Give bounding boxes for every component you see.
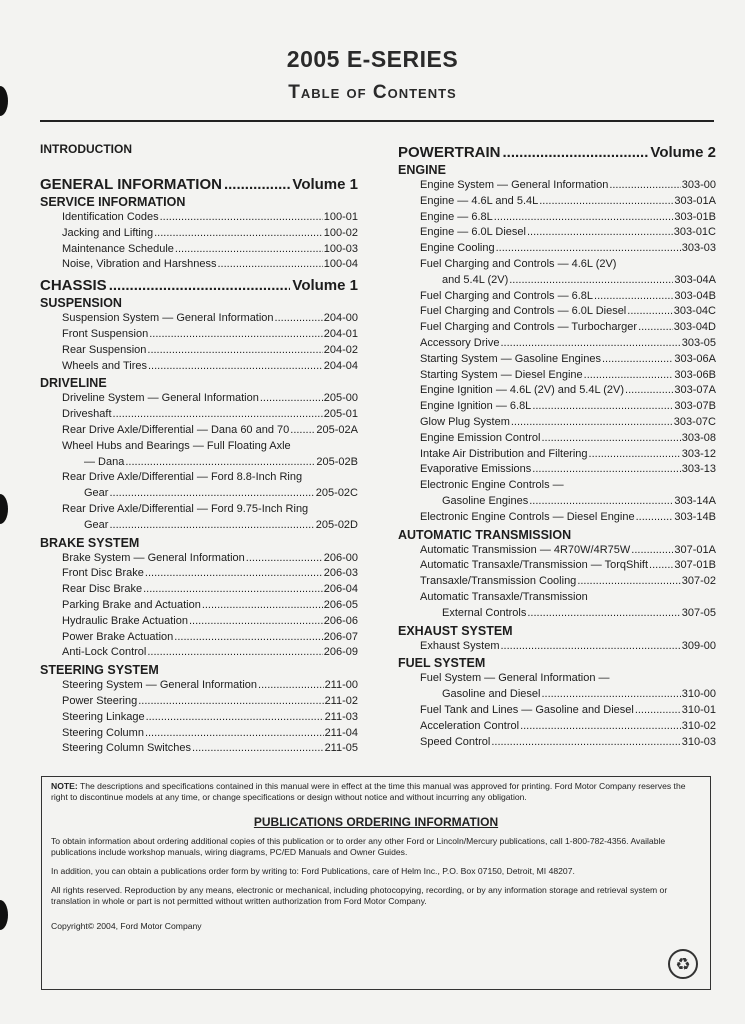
entry-page: 211-04 xyxy=(324,726,358,739)
leader-dots xyxy=(275,311,323,327)
brake-list xyxy=(40,551,358,662)
leader-dots xyxy=(532,462,680,478)
leader-dots xyxy=(109,277,291,294)
entry-page: 307-05 xyxy=(681,606,716,619)
entry-label: Electronic Engine Controls — Diesel Engine xyxy=(420,510,635,523)
entry-label: Engine Emission Control xyxy=(420,431,541,444)
binder-hole-bottom xyxy=(0,900,8,930)
toc-entry[interactable] xyxy=(40,614,358,630)
entry-label: Engine Cooling xyxy=(420,242,495,255)
entry-label: Jacking and Lifting xyxy=(62,226,154,239)
section-steering-system[interactable]: STEERING SYSTEM xyxy=(40,663,159,678)
toc-entry[interactable] xyxy=(40,455,358,471)
entry-label: Brake System — General Information xyxy=(62,551,245,564)
toc-entry[interactable] xyxy=(40,694,358,710)
entry-page: 205-02D xyxy=(315,518,358,531)
driveline-multi-list xyxy=(40,439,358,534)
leader-dots xyxy=(125,455,315,471)
leader-dots xyxy=(145,566,323,582)
leader-dots xyxy=(636,510,674,526)
toc-entry[interactable] xyxy=(398,273,716,289)
leader-dots xyxy=(174,630,322,646)
leader-dots xyxy=(520,719,681,735)
toc-entry[interactable] xyxy=(40,391,358,407)
rights-paragraph: All rights reserved. Reproduction by any means, electronic or mechanical, including photocopying, recording, or by any information storage and retrieval system or translation in whole or part is not permitted without written authorization from Ford Motor Company. xyxy=(51,885,668,906)
entry-page: 310-01 xyxy=(681,703,716,716)
toc-entry[interactable] xyxy=(398,719,716,735)
leader-dots xyxy=(532,399,673,415)
leader-dots xyxy=(500,639,680,655)
leader-dots xyxy=(189,614,323,630)
entry-page: 303-06B xyxy=(674,368,716,381)
entry-page: 206-07 xyxy=(323,630,358,643)
entry-page: 211-03 xyxy=(324,710,358,723)
entry-label: Noise, Vibration and Harshness xyxy=(62,258,217,271)
entry-label-line1: Automatic Transaxle/Transmission xyxy=(420,590,588,603)
toc-entry[interactable] xyxy=(398,543,716,559)
page-title: 2005 E-SERIES xyxy=(286,46,459,72)
leader-dots xyxy=(496,241,681,257)
toc-entry-multiline[interactable] xyxy=(398,478,716,510)
leader-dots xyxy=(246,551,323,567)
group-name: CHASSIS xyxy=(40,277,107,295)
entry-label: Evaporative Emissions xyxy=(420,463,532,476)
leader-dots xyxy=(202,598,323,614)
entry-label: Anti-Lock Control xyxy=(62,646,147,659)
leader-dots xyxy=(260,391,323,407)
leader-dots xyxy=(143,582,323,598)
exhaust-list xyxy=(398,639,716,655)
leader-dots xyxy=(625,383,673,399)
entry-label: Power Steering xyxy=(62,694,138,707)
toc-entry[interactable] xyxy=(40,486,358,502)
entry-page: 303-01C xyxy=(673,226,716,239)
fuel-multi xyxy=(398,671,716,703)
auto-trans-list xyxy=(398,543,716,590)
notice-box xyxy=(41,776,711,990)
copyright-text: Copyright© 2004, Ford Motor Company xyxy=(51,921,202,931)
toc-entry-multiline[interactable] xyxy=(40,502,358,534)
entry-page: 204-04 xyxy=(323,359,358,372)
toc-entry[interactable] xyxy=(40,630,358,646)
toc-entry[interactable] xyxy=(398,735,716,751)
entry-page: 303-04B xyxy=(674,289,716,302)
leader-dots xyxy=(627,304,673,320)
toc-entry-multiline[interactable] xyxy=(40,470,358,502)
entry-page: 205-02A xyxy=(316,423,358,436)
group-name: GENERAL INFORMATION xyxy=(40,176,222,193)
entry-page: 205-02C xyxy=(315,487,358,500)
entry-page: 205-01 xyxy=(323,408,358,421)
entry-label: Driveshaft xyxy=(62,408,112,421)
entry-label: Intake Air Distribution and Filtering xyxy=(420,447,588,460)
entry-page: 303-01A xyxy=(674,194,716,207)
entry-label: Glow Plug System xyxy=(420,415,510,428)
entry-page: 100-01 xyxy=(323,211,358,223)
entry-label: Rear Disc Brake xyxy=(62,583,143,596)
toc-entry[interactable] xyxy=(40,741,358,757)
toc-entry[interactable] xyxy=(398,368,716,384)
entry-label: and 5.4L (2V) xyxy=(442,273,509,286)
suspension-list xyxy=(40,311,358,374)
entry-page: 206-05 xyxy=(323,598,358,611)
leader-dots xyxy=(609,178,680,194)
entry-label: Starting System — Diesel Engine xyxy=(420,368,583,381)
leader-dots xyxy=(635,703,681,719)
entry-label: Engine — 6.0L Diesel xyxy=(420,226,526,239)
binder-hole-middle xyxy=(0,494,8,524)
toc-entry[interactable] xyxy=(398,225,716,241)
entry-page: 303-08 xyxy=(681,431,716,444)
entry-label: Gasoline Engines xyxy=(442,494,529,507)
toc-entry[interactable] xyxy=(40,551,358,567)
right-column xyxy=(398,138,716,750)
toc-entry[interactable] xyxy=(398,289,716,305)
publications-paragraph-2: In addition, you can obtain a publications order form by writing to: Ford Publications, care of Helm Inc., P.O. Box 07150, Detroit, MI 48207. xyxy=(51,866,575,876)
entry-page: 303-04A xyxy=(674,273,716,286)
entry-label: Steering Linkage xyxy=(62,710,145,723)
leader-dots xyxy=(509,273,673,289)
engine-multi-b xyxy=(398,478,716,510)
entry-label: Automatic Transaxle/Transmission — TorqShift xyxy=(420,559,649,572)
toc-entry[interactable] xyxy=(40,566,358,582)
section-engine[interactable]: ENGINE xyxy=(398,163,446,177)
section-exhaust-system[interactable]: EXHAUST SYSTEM xyxy=(398,623,513,638)
toc-entry[interactable] xyxy=(398,415,716,431)
group-volume: Volume 1 xyxy=(292,277,358,295)
recycle-icon: ♻ xyxy=(668,949,698,979)
leader-dots xyxy=(602,352,673,368)
entry-label: Engine — 4.6L and 5.4L xyxy=(420,194,539,207)
entry-label: Power Brake Actuation xyxy=(62,630,174,643)
entry-page: 205-02B xyxy=(316,455,358,468)
engine-list-c xyxy=(398,510,716,526)
entry-page: 303-07B xyxy=(674,400,716,413)
leader-dots xyxy=(511,415,673,431)
header-rule xyxy=(40,120,714,122)
leader-dots xyxy=(638,320,673,336)
entry-page: 206-00 xyxy=(323,551,358,564)
entry-label: Steering Column xyxy=(62,726,144,739)
entry-page: 100-04 xyxy=(323,258,358,271)
entry-label: Engine — 6.8L xyxy=(420,210,493,223)
leader-dots xyxy=(109,486,314,502)
leader-dots xyxy=(154,226,323,242)
toc-entry[interactable] xyxy=(40,311,358,327)
leader-dots xyxy=(145,726,324,742)
toc-entry[interactable] xyxy=(40,518,358,534)
leader-dots xyxy=(175,242,323,258)
leader-dots xyxy=(147,645,322,661)
leader-dots xyxy=(290,423,315,439)
entry-label-line1: Fuel Charging and Controls — 4.6L (2V) xyxy=(420,257,617,270)
leader-dots xyxy=(541,431,680,447)
entry-page: 303-01B xyxy=(674,210,716,223)
note-text: The descriptions and specifications contained in this manual were in effect at the time this manual was approved for printing. Ford Motor Company reserves the right to discontinue models at any time, or change specifications or design without notice and without incurring any obligation. xyxy=(51,781,686,802)
engine-list-a xyxy=(398,178,716,257)
toc-entry[interactable] xyxy=(398,383,716,399)
entry-page: 310-02 xyxy=(681,719,716,732)
entry-label: — Dana xyxy=(84,455,125,468)
entry-page: 303-05 xyxy=(681,336,716,349)
entry-label: Rear Drive Axle/Differential — Dana 60 and 70 xyxy=(62,423,290,436)
entry-page: 303-13 xyxy=(681,463,716,476)
toc-entry[interactable] xyxy=(398,574,716,590)
publications-paragraph-1: To obtain information about ordering additional copies of this publication or to order any other Ford or Lincoln/Mercury publications, call 1-800-782-4356. Available publications include workshop manuals, wiring diagrams, PC/ED Manuals and Owner Guides. xyxy=(51,836,666,857)
toc-entry[interactable] xyxy=(40,423,358,439)
toc-entry[interactable] xyxy=(40,598,358,614)
leader-dots xyxy=(146,710,324,726)
leader-dots xyxy=(258,678,324,694)
entry-page: 310-00 xyxy=(681,688,716,701)
entry-label: Maintenance Schedule xyxy=(62,242,174,255)
entry-page: 211-05 xyxy=(324,742,358,755)
toc-entry[interactable] xyxy=(398,494,716,510)
entry-page: 303-04D xyxy=(673,321,716,334)
toc-entry[interactable] xyxy=(40,210,358,226)
entry-page: 100-02 xyxy=(323,226,358,239)
toc-entry[interactable] xyxy=(398,606,716,622)
entry-page: 303-07A xyxy=(674,384,716,397)
entry-label: Wheels and Tires xyxy=(62,359,147,372)
note-label: NOTE: xyxy=(51,781,78,791)
left-column xyxy=(40,138,358,757)
entry-page: 205-00 xyxy=(323,392,358,405)
toc-entry[interactable] xyxy=(40,710,358,726)
leader-dots xyxy=(527,225,673,241)
leader-dots xyxy=(541,687,680,703)
toc-entry[interactable] xyxy=(398,431,716,447)
group-volume: Volume 1 xyxy=(292,176,358,193)
toc-entry[interactable] xyxy=(398,178,716,194)
toc-entry[interactable] xyxy=(398,703,716,719)
entry-label: Exhaust System xyxy=(420,639,500,652)
leader-dots xyxy=(109,518,314,534)
toc-entry[interactable] xyxy=(398,639,716,655)
entry-label: Fuel Tank and Lines — Gasoline and Diesel xyxy=(420,703,634,716)
toc-entry-multiline[interactable] xyxy=(398,671,716,703)
entry-label: Fuel Charging and Controls — 6.0L Diesel xyxy=(420,305,627,318)
entry-label: Gear xyxy=(84,518,109,531)
entry-page: 303-03 xyxy=(681,242,716,255)
leader-dots xyxy=(147,343,322,359)
toc-entry[interactable] xyxy=(398,304,716,320)
toc-entry[interactable] xyxy=(40,726,358,742)
entry-page: 307-01A xyxy=(674,543,716,556)
leader-dots xyxy=(584,368,674,384)
entry-label: Gasoline and Diesel xyxy=(442,688,541,701)
group-powertrain[interactable] xyxy=(398,144,716,161)
section-fuel-system[interactable]: FUEL SYSTEM xyxy=(398,656,486,671)
note-paragraph xyxy=(51,781,701,803)
entry-page: 309-00 xyxy=(681,639,716,652)
entry-page: 303-04C xyxy=(673,305,716,318)
toc-entry[interactable] xyxy=(40,343,358,359)
auto-trans-multi xyxy=(398,590,716,622)
entry-label: Steering System — General Information xyxy=(62,679,258,692)
entry-label: Automatic Transmission — 4R70W/4R75W xyxy=(420,543,631,556)
entry-label: Fuel Charging and Controls — 6.8L xyxy=(420,289,594,302)
entry-page: 204-02 xyxy=(323,343,358,356)
leader-dots xyxy=(149,327,323,343)
leader-dots xyxy=(148,359,323,375)
leader-dots xyxy=(594,289,673,305)
entry-label: Accessory Drive xyxy=(420,336,500,349)
entry-label: Fuel Charging and Controls — Turbocharger xyxy=(420,321,638,334)
leader-dots xyxy=(494,210,674,226)
entry-page: 303-14A xyxy=(674,494,716,507)
section-driveline[interactable]: DRIVELINE xyxy=(40,376,107,391)
toc-entry[interactable] xyxy=(398,687,716,703)
entry-label-line1: Rear Drive Axle/Differential — Ford 8.8-Inch Ring xyxy=(62,471,303,484)
toc-entry[interactable] xyxy=(398,462,716,478)
entry-label: Engine Ignition — 4.6L (2V) and 5.4L (2V) xyxy=(420,384,625,397)
entry-page: 100-03 xyxy=(323,242,358,255)
entry-label: Front Disc Brake xyxy=(62,567,144,580)
toc-entry[interactable] xyxy=(40,582,358,598)
entry-page: 206-06 xyxy=(323,614,358,627)
toc-entry[interactable] xyxy=(40,678,358,694)
leader-dots xyxy=(113,407,323,423)
section-service-information[interactable]: SERVICE INFORMATION xyxy=(40,195,186,209)
entry-label-line1: Wheel Hubs and Bearings — Full Floating Axle xyxy=(62,439,291,452)
group-general-information[interactable] xyxy=(40,176,358,193)
page-header xyxy=(0,46,745,104)
leader-dots xyxy=(529,494,673,510)
toc-entry[interactable] xyxy=(40,359,358,375)
group-volume: Volume 2 xyxy=(650,144,716,161)
toc-entry[interactable] xyxy=(398,336,716,352)
entry-page: 204-00 xyxy=(323,312,358,325)
entry-label: Steering Column Switches xyxy=(62,742,192,755)
leader-dots xyxy=(500,336,680,352)
entry-page: 206-03 xyxy=(323,567,358,580)
toc-entry[interactable] xyxy=(40,257,358,273)
page-subtitle: Table of Contents xyxy=(288,82,457,103)
leader-dots xyxy=(218,257,323,273)
toc-entry-multiline[interactable] xyxy=(398,257,716,289)
entry-label: Transaxle/Transmission Cooling xyxy=(420,575,577,588)
leader-dots xyxy=(224,176,290,193)
entry-label: Acceleration Control xyxy=(420,719,520,732)
entry-page: 204-01 xyxy=(323,327,358,340)
toc-entry[interactable] xyxy=(398,194,716,210)
entry-page: 211-02 xyxy=(324,694,358,707)
leader-dots xyxy=(631,543,673,559)
toc-entry[interactable] xyxy=(40,327,358,343)
entry-label: Identification Codes xyxy=(62,211,159,223)
intro-heading[interactable]: INTRODUCTION xyxy=(40,142,132,156)
entry-page: 206-09 xyxy=(323,646,358,659)
toc-entry[interactable] xyxy=(40,242,358,258)
entry-page: 206-04 xyxy=(323,583,358,596)
entry-label-line1: Rear Drive Axle/Differential — Ford 9.75-Inch Ring xyxy=(62,502,309,515)
entry-label: Gear xyxy=(84,487,109,500)
toc-entry[interactable] xyxy=(40,407,358,423)
entry-page: 310-03 xyxy=(681,735,716,748)
entry-label: Engine System — General Information xyxy=(420,179,609,191)
section-suspension[interactable]: SUSPENSION xyxy=(40,296,122,311)
entry-page: 307-01B xyxy=(674,559,716,572)
toc-entry[interactable] xyxy=(40,645,358,661)
toc-entry[interactable] xyxy=(398,241,716,257)
entry-label: Front Suspension xyxy=(62,327,149,340)
steering-list xyxy=(40,678,358,757)
section-brake-system[interactable]: BRAKE SYSTEM xyxy=(40,535,140,550)
entry-label-line1: Fuel System — General Information — xyxy=(420,672,610,685)
leader-dots xyxy=(649,558,673,574)
publications-heading: PUBLICATIONS ORDERING INFORMATION xyxy=(253,815,499,829)
entry-label: Speed Control xyxy=(420,735,491,748)
toc-entry[interactable] xyxy=(398,399,716,415)
entry-label: Rear Suspension xyxy=(62,343,147,356)
entry-page: 307-02 xyxy=(681,575,716,588)
entry-page: 303-14B xyxy=(674,510,716,523)
toc-entry-multiline[interactable] xyxy=(40,439,358,471)
service-info-list xyxy=(40,210,358,273)
leader-dots xyxy=(138,694,323,710)
toc-entry[interactable] xyxy=(398,320,716,336)
toc-entry[interactable] xyxy=(398,352,716,368)
entry-label: Hydraulic Brake Actuation xyxy=(62,614,188,627)
section-automatic-transmission[interactable]: AUTOMATIC TRANSMISSION xyxy=(398,527,572,542)
entry-page: 303-06A xyxy=(674,352,716,365)
entry-label: External Controls xyxy=(442,606,527,619)
entry-label: Driveline System — General Information xyxy=(62,392,259,405)
group-name: POWERTRAIN xyxy=(398,144,501,161)
toc-entry-multiline[interactable] xyxy=(398,590,716,622)
engine-multi-a xyxy=(398,257,716,289)
leader-dots xyxy=(503,144,649,161)
entry-page: 303-00 xyxy=(681,179,716,191)
leader-dots xyxy=(160,210,323,226)
leader-dots xyxy=(589,447,681,463)
entry-label-line1: Electronic Engine Controls — xyxy=(420,479,564,492)
entry-label: Parking Brake and Actuation xyxy=(62,598,201,611)
entry-label: Engine Ignition — 6.8L xyxy=(420,400,532,413)
entry-page: 211-00 xyxy=(324,679,358,692)
toc-entry[interactable] xyxy=(40,226,358,242)
group-chassis[interactable] xyxy=(40,277,358,294)
toc-entry[interactable] xyxy=(398,447,716,463)
leader-dots xyxy=(192,741,324,757)
leader-dots xyxy=(539,194,673,210)
entry-label: Starting System — Gasoline Engines xyxy=(420,352,601,365)
leader-dots xyxy=(577,574,680,590)
toc-entry[interactable] xyxy=(398,558,716,574)
entry-label: Suspension System — General Information xyxy=(62,312,274,325)
leader-dots xyxy=(491,735,680,751)
engine-list-b xyxy=(398,289,716,479)
fuel-list xyxy=(398,703,716,750)
entry-page: 303-07C xyxy=(673,415,716,428)
toc-entry[interactable] xyxy=(398,210,716,226)
leader-dots xyxy=(527,606,680,622)
driveline-list xyxy=(40,391,358,438)
toc-entry[interactable] xyxy=(398,510,716,526)
entry-page: 303-12 xyxy=(681,447,716,460)
